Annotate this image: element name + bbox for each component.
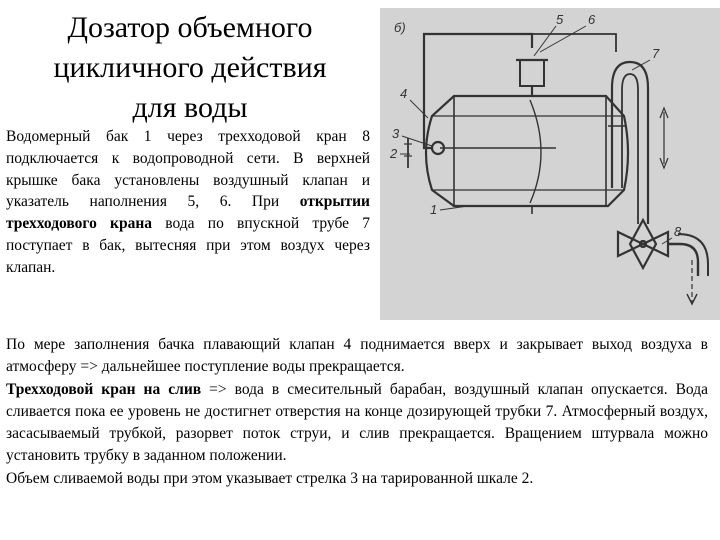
- figure-label-4: 4: [400, 86, 408, 101]
- intro-text: [6, 126, 370, 279]
- intro-part-2: вода по впускной трубе 7 поступает в бак, вытесняя при этом воздух через клапан.: [6, 215, 370, 276]
- dispenser-drawing: [380, 8, 720, 320]
- paragraph-drain: [6, 379, 708, 468]
- figure-label-8: 8: [674, 224, 682, 239]
- figure-label-6: 6: [588, 12, 596, 27]
- top-pipe: [424, 34, 532, 148]
- figure-label-variant: б): [394, 20, 406, 35]
- intro-part-1: Водомерный бак 1 через трехходовой кран 8 подключается к водопроводной сети. В верхней крышке бака установлены воздушный клапан и указатель наполнения 5, 6. При: [6, 128, 370, 211]
- description-text: [6, 334, 708, 490]
- figure-label-2: 2: [390, 146, 398, 161]
- title-line-2: цикличного действия: [53, 51, 327, 84]
- air-valve: [520, 60, 544, 86]
- figure-label-3: 3: [392, 126, 400, 141]
- title-line-3: для воды: [132, 91, 248, 124]
- slide-title: [0, 8, 380, 128]
- paragraph-volume: Объем сливаемой воды при этом указывает стрелка 3 на тарированной шкале 2.: [6, 469, 534, 487]
- figure-label-7: 7: [652, 46, 660, 61]
- figure-label-5: 5: [556, 12, 564, 27]
- inlet-tube: [612, 62, 648, 224]
- intro-bold: открытии трехходового крана: [6, 193, 370, 233]
- outlet-pipe: [668, 244, 698, 276]
- dispenser-diagram: [380, 8, 720, 320]
- paragraph-drain-bold: Трехходовой кран на слив: [6, 380, 202, 398]
- paragraph-float-valve: По мере заполнения бачка плавающий клапан 4 поднимается вверх и закрывает выход воздуха в атмосферу => дальнейшее поступление воды прекращается.: [6, 336, 708, 376]
- paragraph-drain-rest: => вода в смесительный барабан, воздушный клапан опускается. Вода сливается пока ее уровень не достигнет отверстия на конце дозирующей трубки 7. Атмосферный воздух, засасываемый трубкой, разорвет поток струи, и слив прекращается. Вращением штурвала можно установить трубку в заданном положении.: [6, 380, 708, 465]
- title-line-1: Дозатор объемного: [67, 11, 313, 44]
- figure-label-1: 1: [430, 202, 438, 217]
